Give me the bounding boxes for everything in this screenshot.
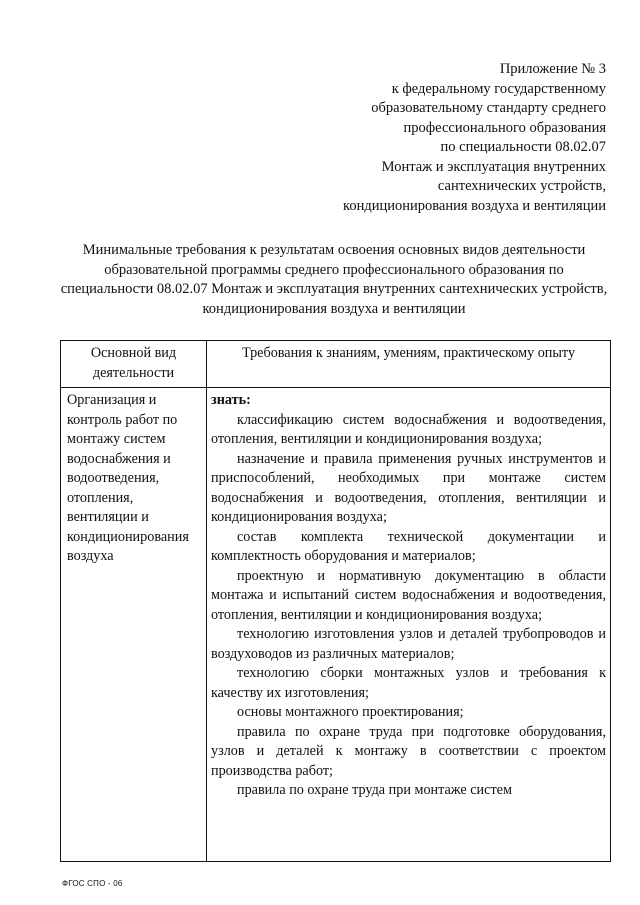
appendix-line: к федеральному государственному (391, 80, 606, 97)
know-item: основы монтажного проектирования; (237, 704, 464, 720)
appendix-line: образовательному стандарту среднего (371, 100, 606, 116)
appendix-line: профессионального образования (403, 119, 606, 136)
appendix-line: Монтаж и эксплуатация внутренних (381, 158, 606, 175)
appendix-block (343, 60, 606, 216)
know-item: классификацию систем водоснабжения и водоотведения, отопления, вентиляции и кондиционирования воздуха; (211, 411, 606, 447)
page-footer: ФГОС СПО - 06 (62, 879, 123, 888)
know-item: состав комплекта технической документации и комплектность оборудования и материалов; (211, 528, 606, 564)
appendix-line: кондиционирования воздуха и вентиляции (343, 197, 606, 214)
activity-cell: Организация и контроль работ по монтажу систем водоснабжения и водоотведения, отопления, вентиляции и кондиционирования воздуха (61, 388, 207, 862)
requirements-column-header: Требования к знаниям, умениям, практическому опыту (207, 341, 611, 388)
know-item: технологию изготовления узлов и деталей трубопроводов и воздуховодов из различных материалов; (211, 626, 606, 662)
table-row (61, 388, 611, 862)
know-item: технологию сборки монтажных узлов и требования к качеству их изготовления; (211, 665, 606, 701)
know-item: назначение и правила применения ручных инструментов и приспособлений, необходимых при монтаже систем водоснабжения и водоотведения, отопления, вентиляции и кондиционирования воздуха; (211, 450, 606, 525)
table-header-row (61, 341, 611, 388)
appendix-line: Приложение № 3 (499, 61, 606, 77)
requirements-cell (207, 388, 611, 862)
appendix-line: сантехнических устройств, (437, 178, 606, 194)
appendix-line: по специальности 08.02.07 (440, 139, 606, 155)
activity-column-header: Основной вид деятельности (61, 341, 207, 388)
document-heading: Минимальные требования к результатам освоения основных видов деятельности образовательной программы среднего профессионального образования по специальности 08.02.07 Монтаж и эксплуатация внутренних сантехнических устройств, кондиционирования воздуха и вентиляции (60, 242, 608, 317)
know-label: знать: (211, 392, 251, 408)
know-item: проектную и нормативную документацию в области монтажа и испытаний систем водоснабжения и водоотведения, отопления, вентиляции и кондиционирования воздуха; (211, 567, 606, 623)
know-item: правила по охране труда при монтаже систем (237, 782, 512, 798)
requirements-table (60, 340, 611, 862)
know-item: правила по охране труда при подготовке оборудования, узлов и деталей к монтажу в соответствии с проектом производства работ; (211, 723, 606, 779)
